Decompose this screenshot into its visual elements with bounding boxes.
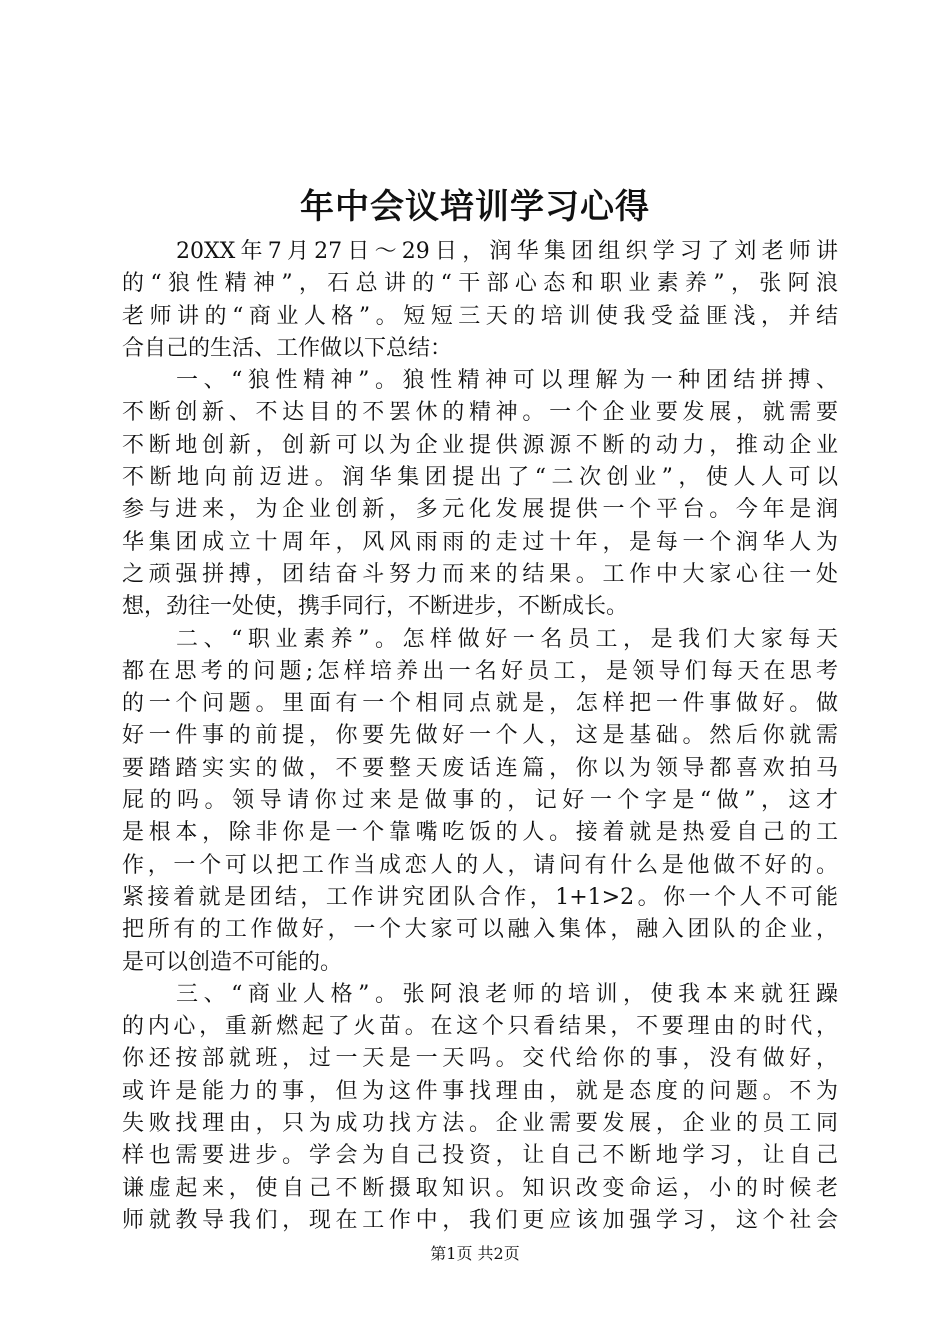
- body-line: 你还按部就班，过一天是一天吗。交代给你的事，没有做好，: [122, 1046, 838, 1072]
- body-line: 紧接着就是团结，工作讲究团队合作，1+1>2。你一个人不可能: [122, 884, 838, 910]
- body-line: 二、“职业素养”。怎样做好一名员工，是我们大家每天: [176, 626, 838, 652]
- body-line: 想，劲往一处使，携手同行，不断进步，不断成长。: [122, 594, 629, 620]
- body-line: 华集团成立十周年，风风雨雨的走过十年，是每一个润华人为: [122, 529, 838, 555]
- body-line: 合自己的生活、工作做以下总结：: [122, 335, 453, 361]
- body-line: 是根本，除非你是一个靠嘴吃饭的人。接着就是热爱自己的工: [122, 820, 838, 846]
- body-line: 或许是能力的事，但为这件事找理由，就是态度的问题。不为: [122, 1078, 838, 1104]
- body-line: 的一个问题。里面有一个相同点就是，怎样把一件事做好。做: [122, 691, 838, 717]
- body-line: 之顽强拼搏，团结奋斗努力而来的结果。工作中大家心往一处: [122, 561, 838, 587]
- body-line: 作，一个可以把工作当成恋人的人，请问有什么是他做不好的。: [122, 852, 838, 878]
- body-line: 样也需要进步。学会为自己投资，让自己不断地学习，让自己: [122, 1143, 838, 1169]
- body-line: 20XX年7月27日～29日，润华集团组织学习了刘老师讲: [176, 239, 838, 264]
- body-line: 不断地创新，创新可以为企业提供源源不断的动力，推动企业: [122, 432, 838, 458]
- body-line: 不断地向前迈进。润华集团提出了“二次创业”，使人人可以: [122, 465, 838, 491]
- body-line: 不断创新、不达目的不罢休的精神。一个企业要发展，就需要: [122, 400, 838, 426]
- body-line: 屁的吗。领导请你过来是做事的，记好一个字是“做”，这才: [122, 788, 838, 814]
- body-line: 失败找理由，只为成功找方法。企业需要发展，企业的员工同: [122, 1111, 838, 1137]
- body-line: 老师讲的“商业人格”。短短三天的培训使我受益匪浅，并结: [122, 303, 838, 329]
- body-line: 三、“商业人格”。张阿浪老师的培训，使我本来就狂躁: [176, 981, 838, 1007]
- body-line: 要踏踏实实的做，不要整天废话连篇，你以为领导都喜欢拍马: [122, 755, 838, 781]
- document-body: [122, 236, 838, 1237]
- body-line: 都在思考的问题;怎样培养出一名好员工，是领导们每天在思考: [122, 658, 838, 684]
- body-line: 是可以创造不可能的。: [122, 949, 343, 975]
- body-line: 把所有的工作做好，一个大家可以融入集体，融入团队的企业，: [122, 917, 838, 943]
- body-line: 参与进来，为企业创新，多元化发展提供一个平台。今年是润: [122, 497, 838, 523]
- body-line: 谦虚起来，使自己不断摄取知识。知识改变命运，小的时候老: [122, 1175, 838, 1201]
- body-line: 的“狼性精神”，石总讲的“干部心态和职业素养”，张阿浪: [122, 271, 838, 297]
- body-line: 的内心，重新燃起了火苗。在这个只看结果，不要理由的时代，: [122, 1014, 838, 1040]
- body-line: 一、“狼性精神”。狼性精神可以理解为一种团结拼搏、: [176, 368, 838, 394]
- body-line: 好一件事的前提，你要先做好一个人，这是基础。然后你就需: [122, 723, 838, 749]
- page-footer: 第1页 共2页: [430, 1244, 520, 1263]
- body-line: 师就教导我们，现在工作中，我们更应该加强学习，这个社会: [122, 1207, 838, 1233]
- document-title: 年中会议培训学习心得: [300, 187, 650, 227]
